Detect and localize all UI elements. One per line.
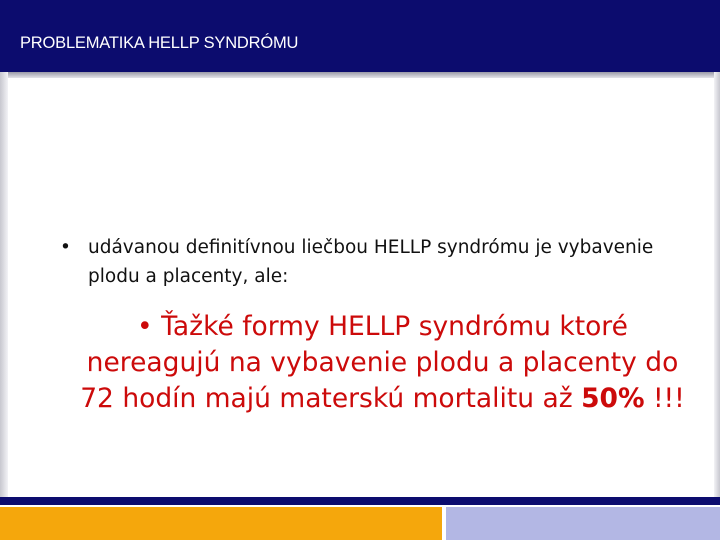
footer-divider <box>0 497 720 505</box>
header-shadow <box>0 72 720 78</box>
frame-right-border <box>714 72 720 497</box>
bullet-item-treatment <box>60 233 660 291</box>
bullet-text: udávanou definitívnou liečbou HELLP syndrómu je vybavenie plodu a placenty, ale: <box>88 237 654 287</box>
bullet-item-mortality <box>70 309 695 417</box>
mortality-percentage: 50% <box>581 383 645 414</box>
bullet-marker: • <box>60 237 71 258</box>
footer-blue-bar <box>446 507 720 540</box>
bullet-marker: • <box>137 311 153 342</box>
bullet-text: Ťažké formy HELLP syndrómu ktoré nereagujú na vybavenie plodu a placenty do 72 hodín majú materskú mortalitu až <box>80 311 679 414</box>
slide-header <box>0 0 720 72</box>
exclamation-text: !!! <box>652 383 685 414</box>
frame-left-border <box>0 72 8 497</box>
slide-title: PROBLEMATIKA HELLP SYNDRÓMU <box>20 34 299 52</box>
footer-orange-bar <box>0 507 442 540</box>
